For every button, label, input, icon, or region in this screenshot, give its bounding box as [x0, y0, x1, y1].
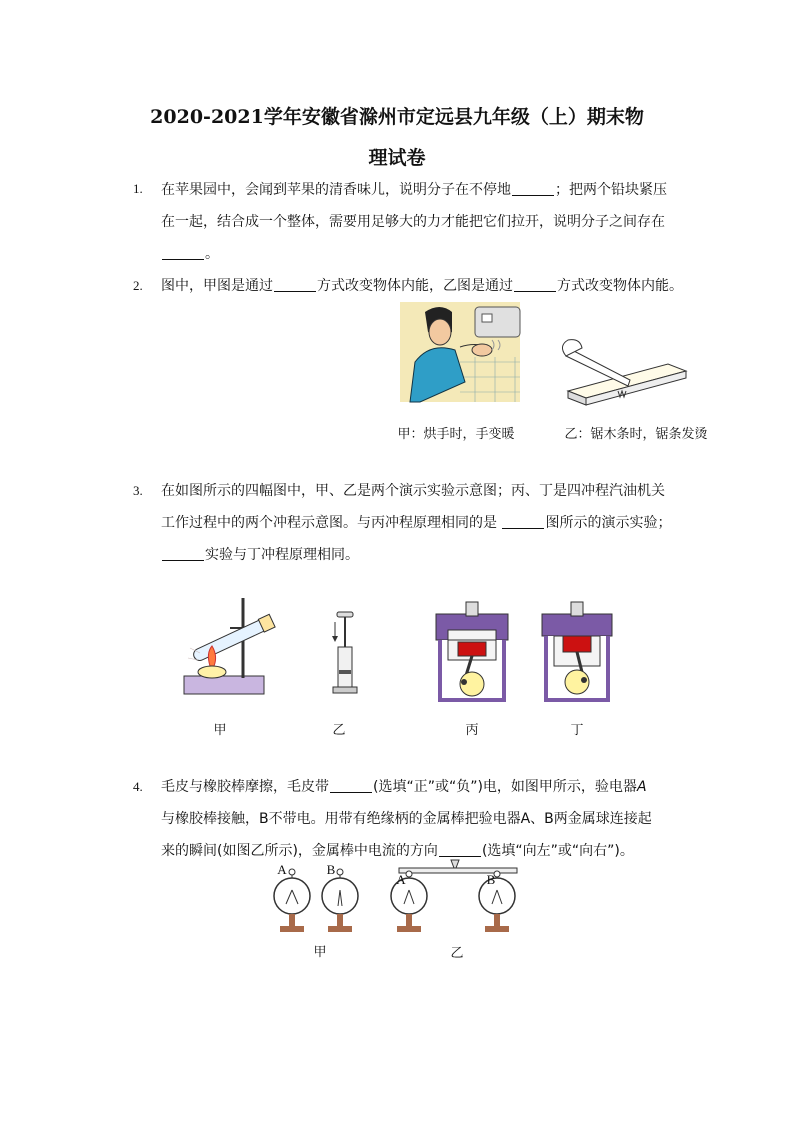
q1-line3 [161, 238, 219, 270]
q2-text-a: 图中，甲图是通过 [161, 278, 273, 294]
q3-text-b: 图所示的演示实验； [545, 515, 672, 531]
q3-text-a: 工作过程中的两个冲程示意图。与丙冲程原理相同的是 [161, 515, 502, 531]
q4-fig2-label-a: A [396, 872, 406, 887]
q4-blank-1[interactable] [330, 777, 372, 793]
piston-cylinder-figure [325, 612, 365, 704]
page-title-line1: 2020-2021学年安徽省滁州市定远县九年级（上）期末物 [150, 106, 644, 128]
q1-blank-1[interactable] [512, 180, 554, 196]
engine-stroke-bing-figure [432, 600, 512, 706]
q1-line1 [161, 174, 667, 206]
q3-label-jia: 甲 [213, 723, 227, 738]
q4-text-e: (选填“向左”或“向右”)。 [481, 843, 634, 859]
q4-fig-label-b: B [326, 862, 336, 877]
q3-line3 [161, 539, 359, 571]
q3-label-yi: 乙 [332, 723, 346, 738]
q2-number: 2. [133, 278, 143, 293]
q4-fig2-label-b: B [486, 872, 496, 887]
q4-text-b: (选填“正”或“负”)电，如图甲所示，验电器 [373, 779, 637, 795]
q1-line2: 在一起，结合成一个整体，需要用足够大的力才能把它们拉开，说明分子之间存在 [161, 214, 665, 230]
q4-caption-yi: 乙 [450, 946, 464, 961]
q1-text-a: 在苹果园中，会闻到苹果的清香味儿，说明分子在不停地 [161, 182, 511, 198]
electroscopes-yi-figure [393, 858, 523, 940]
q3-text-c: 实验与丁冲程原理相同。 [205, 547, 359, 563]
q4-text-d: 来的瞬间(如图乙所示)，金属棒中电流的方向 [161, 843, 438, 859]
q3-blank-2[interactable] [162, 545, 204, 561]
q2-line [161, 270, 683, 302]
q2-blank-2[interactable] [514, 276, 556, 292]
q1-text-b: ；把两个铅块紧压 [555, 182, 667, 198]
q3-line1: 在如图所示的四幅图中，甲、乙是两个演示实验示意图；丙、丁是四冲程汽油机关 [161, 483, 665, 499]
q1-blank-2[interactable] [162, 244, 204, 260]
q3-number: 3. [133, 483, 143, 498]
engine-stroke-ding-figure [540, 600, 614, 706]
test-tube-heating-figure [180, 598, 280, 700]
q3-label-ding: 丁 [570, 723, 584, 738]
q2-text-c: 方式改变物体内能。 [557, 278, 683, 294]
q2-blank-1[interactable] [274, 276, 316, 292]
q4-number: 4. [133, 779, 143, 794]
page-title-line2: 理试卷 [368, 147, 426, 169]
q4-blank-2[interactable] [439, 841, 481, 857]
q1-number: 1. [133, 181, 143, 196]
q3-label-bing: 丙 [465, 723, 479, 738]
q3-line2 [161, 507, 671, 539]
saw-wood-figure [558, 336, 688, 411]
q2-text-b: 方式改变物体内能，乙图是通过 [317, 278, 513, 294]
q4-text-c: A [636, 779, 647, 795]
q2-caption-yi: 乙：锯木条时，锯条发烫 [564, 427, 708, 442]
q1-text-c: 。 [205, 246, 219, 262]
q4-caption-jia: 甲 [313, 945, 327, 960]
hand-dryer-figure [400, 302, 520, 402]
q4-line2: 与橡胶棒接触，B不带电。用带有绝缘柄的金属棒把验电器A、B两金属球连接起 [161, 811, 652, 827]
q4-text-a: 毛皮与橡胶棒摩擦，毛皮带 [161, 779, 329, 795]
q3-blank-1[interactable] [502, 513, 544, 529]
q4-fig-label-a: A [277, 862, 287, 877]
q2-caption-jia: 甲：烘手时，手变暖 [397, 427, 515, 442]
q4-line1 [161, 771, 647, 803]
